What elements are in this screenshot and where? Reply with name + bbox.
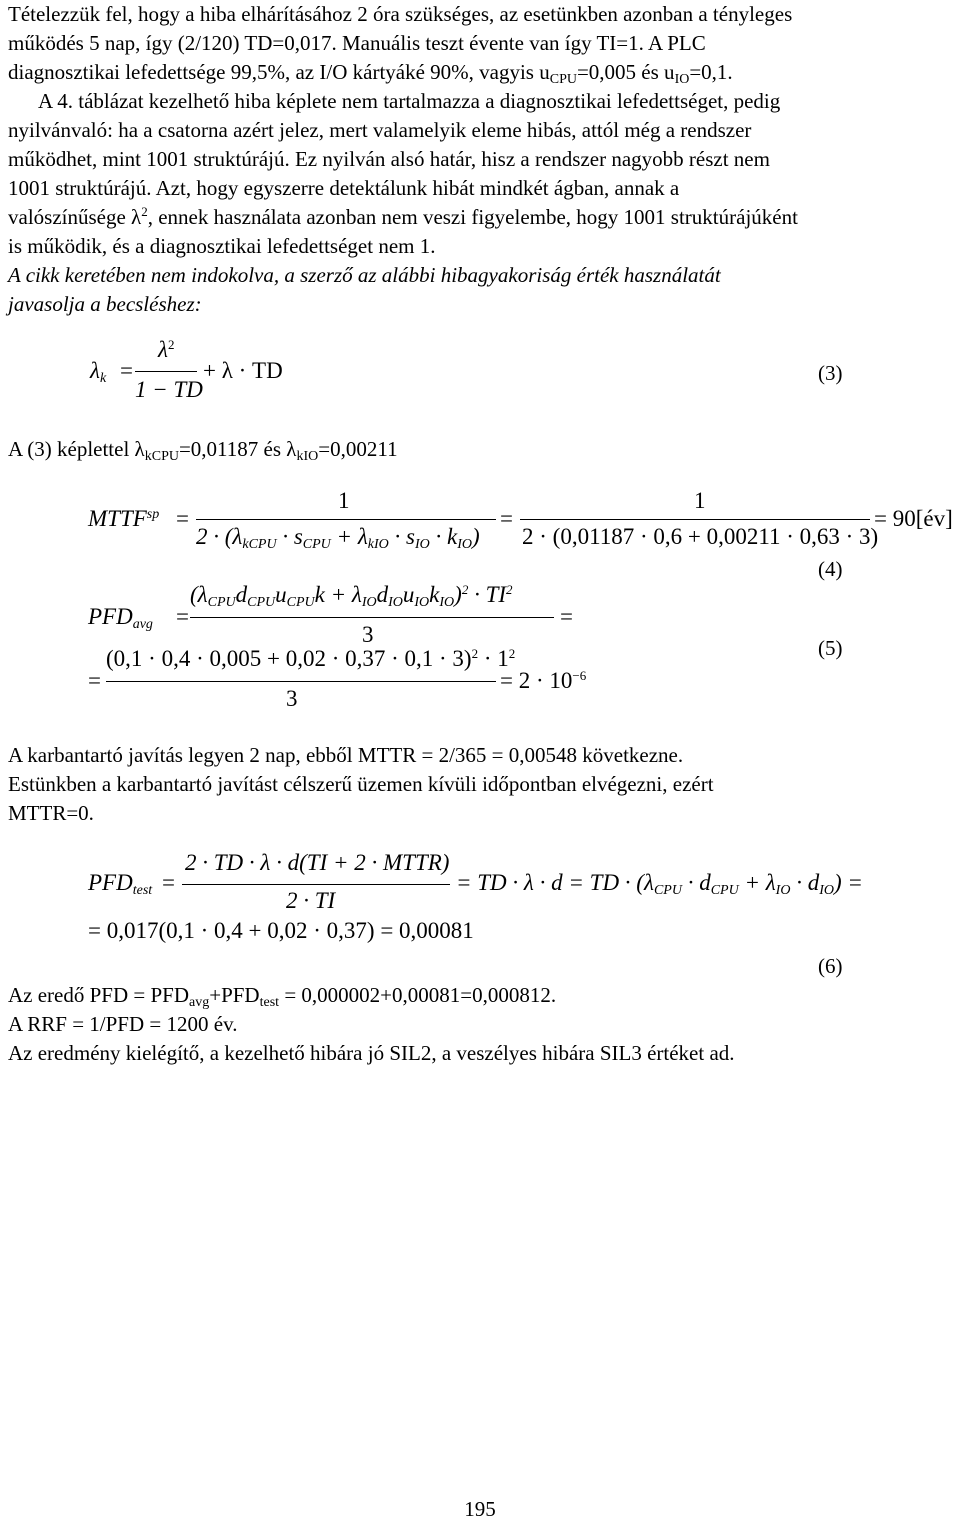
equation-number: (4) <box>818 557 843 581</box>
text-line: működhet, mint 1001 struktúrájú. Ez nyilván alsó határ, hisz a rendszer nagyobb részt nem <box>8 147 770 171</box>
text-line: Estünkben a karbantartó javítást célszerű üzemen kívüli időpontban elvégezni, ezért <box>8 772 714 796</box>
paragraph-assumptions <box>8 0 950 87</box>
text-line: valószínűsége $\lambda^2$, ennek használata azonban nem veszi figyelembe, hogy 1001 struktúrájúként <box>8 204 798 229</box>
text-line: A karbantartó javítás legyen 2 nap, ebből MTTR = 2/365 = 0,00548 következne. <box>8 743 684 767</box>
text-line: diagnosztikai lefedettsége 99,5%, az I/O kártyáké 90%, vagyis $u_{CPU}=0,005$ és $u_{IO}=0,1$. <box>8 60 733 87</box>
text-line: is működik, és a diagnosztikai lefedettséget nem 1. <box>8 234 436 258</box>
paragraph-result <box>8 981 950 1068</box>
text-line: Az eredő PFD = $PFD_{avg}+PFD_{test} = 0,000002+0,00081=0,000812$. <box>8 983 557 1010</box>
text-line: MTTR=0. <box>8 801 94 825</box>
text-line: Az eredmény kielégítő, a kezelhető hibára jó SIL2, a veszélyes hibára SIL3 értéket ad. <box>8 1041 735 1065</box>
text-line: 1001 struktúrájú. Azt, hogy egyszerre detektálunk hibát mindkét ágban, annak a <box>8 176 680 200</box>
text-line: nyilvánvaló: ha a csatorna azért jelez, mert valamelyik eleme hibás, attól még a rendszer <box>8 118 752 142</box>
equation-number: (5) <box>818 636 843 660</box>
formula-numerator: $(0,1 \cdot 0,4 \cdot 0,005 + 0,02 \cdot 0,37 \cdot 0,1 \cdot 3)^2 \cdot 1^2$ <box>106 646 516 671</box>
text-line: A 4. táblázat kezelhető hiba képlete nem tartalmazza a diagnosztikai lefedettséget, pedig <box>38 89 781 113</box>
text-line: A (3) képlettel $\lambda_{kCPU}=0,01187$ és $\lambda_{kIO}=0,00211$ <box>8 437 398 464</box>
text-line: A cikk keretében nem indokolva, a szerző az alábbi hibagyakoriság érték használatát <box>8 263 721 287</box>
text-line: javasolja a becsléshez: <box>8 292 202 316</box>
paragraph-lambda-values <box>8 435 950 464</box>
page-number: 195 <box>464 1497 496 1521</box>
formula-numerator: $(\lambda_{CPU}d_{CPU}u_{CPU}k + \lambda_{IO}d_{IO}u_{IO}k_{IO})^2 \cdot TI^2$ <box>190 582 513 610</box>
equation-number: (6) <box>818 954 843 978</box>
paragraph-mttr <box>8 741 950 828</box>
paragraph-proposal <box>8 261 950 319</box>
formula-denominator: $2 \cdot (\lambda_{kCPU} \cdot s_{CPU} + \lambda_{kIO} \cdot s_{IO} \cdot k_{IO})$ <box>196 524 480 552</box>
text-line: A RRF = 1/PFD = 1200 év. <box>8 1012 238 1036</box>
text-line: Tételezzük fel, hogy a hiba elhárításához 2 óra szükséges, az esetünkben azonban a tényleges <box>8 2 793 26</box>
formula-expression: = TD · λ · d = TD · $(\lambda_{CPU} \cdot d_{CPU} + \lambda_{IO} \cdot d_{IO})$ = <box>456 870 863 898</box>
equation-number: (3) <box>818 361 843 385</box>
paragraph-diagnostics <box>8 87 950 261</box>
text-line: működés 5 nap, így (2/120) TD=0,017. Manuális teszt évente van így TI=1. A PLC <box>8 31 706 55</box>
